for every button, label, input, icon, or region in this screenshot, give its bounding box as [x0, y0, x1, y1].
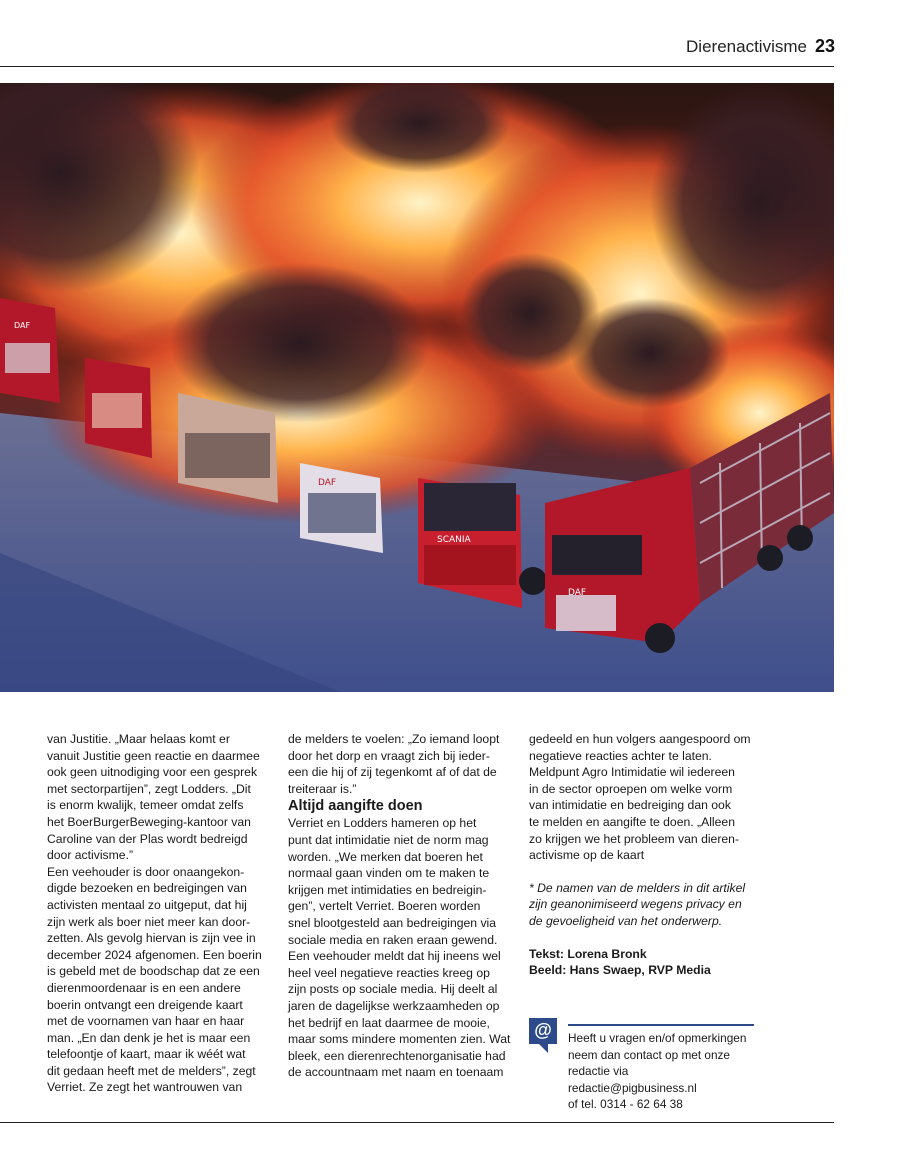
truck-2: [85, 358, 152, 458]
text-line: de melders te voelen: „Zo iemand loopt: [288, 732, 500, 746]
col2-paragraph: [288, 815, 512, 1081]
truck-4: [300, 463, 383, 553]
text-line: door activisme.”: [47, 848, 134, 863]
article-column-3: [529, 731, 755, 979]
text-line: in de sector oproepen om welke vorm: [529, 781, 733, 796]
burning-trucks-illustration: [0, 83, 834, 692]
text-line: van intimidatie en bedreiging dan ook: [529, 798, 731, 813]
truck-1: [0, 298, 60, 403]
credit-text: Tekst: Lorena Bronk: [529, 946, 647, 961]
text-line: activisten mentaal zo uitgeput, dat hij: [47, 897, 247, 912]
text-line: Verriet. Ze zegt het wantrouwen van: [47, 1080, 243, 1095]
text-line: treiteraar is.”: [288, 781, 357, 796]
article-column-1: [47, 731, 269, 1096]
text-line: jaren de dagelijkse werkzaamheden op: [288, 998, 500, 1013]
col3-paragraph: [529, 731, 755, 864]
text-line: is gebeld met de boodschap dat ze een: [47, 964, 260, 979]
contact-text: [568, 1030, 758, 1113]
text-line: door het dorp en vraagt zich bij ieder-: [288, 748, 490, 763]
col1-paragraph: [47, 731, 269, 1096]
text-line: zo krijgen we het probleem van dieren-: [529, 831, 740, 846]
text-line: Een veehouder meldt dat hij ineens wel: [288, 949, 501, 964]
text-line: gen”, vertelt Verriet. Boeren worden: [288, 899, 481, 914]
subheading: Altijd aangifte doen: [288, 798, 423, 815]
text-line: december 2024 afgenomen. Een boerin: [47, 947, 262, 962]
text-line: boerin ontvangt een dreigende kaart: [47, 997, 243, 1012]
text-line: gedeeld en hun volgers aangespoord om: [529, 732, 751, 746]
text-line: heel veel negatieve reacties kreeg op: [288, 965, 490, 980]
text-line: met de voornamen van haar en haar: [47, 1014, 245, 1029]
text-line: de gevoeligheid van het onderwerp.: [529, 913, 723, 928]
text-line: activisme op de kaart: [529, 848, 645, 863]
text-line: krijgen met intimidaties en bedreigin-: [288, 882, 487, 897]
text-line: Caroline van der Plas wordt bedreigd: [47, 831, 248, 846]
article-column-2: [288, 731, 512, 1081]
anonymity-note: [529, 880, 755, 930]
truck-badge: DAF: [14, 321, 31, 330]
text-line: zetten. Als gevolg hiervan is zijn vee in: [47, 931, 256, 946]
header-rule: [0, 66, 834, 67]
at-sign-icon: @: [529, 1018, 557, 1044]
col2-paragraph: [288, 731, 512, 797]
truck-badge: SCANIA: [437, 535, 471, 545]
text-line: negatieve reacties achter te laten.: [529, 748, 712, 763]
text-line: is enorm kwalijk, temeer omdat zelfs: [47, 798, 244, 813]
text-line: digde bezoeken en bedreigingen van: [47, 881, 247, 896]
text-line: Meldpunt Agro Intimidatie wil iedereen: [529, 765, 735, 780]
contact-phone[interactable]: of tel. 0314 - 62 64 38: [568, 1097, 683, 1112]
text-line: punt dat intimidatie niet de norm mag: [288, 832, 489, 847]
text-line: zijn geanonimiseerd wegens privacy en: [529, 897, 742, 912]
contact-rule: [568, 1024, 754, 1026]
text-line: vanuit Justitie geen reactie en daarmee: [47, 748, 260, 763]
text-line: Heeft u vragen en/of opmerkingen: [568, 1031, 747, 1045]
text-line: snel blootgesteld aan bedreigingen via: [288, 915, 497, 930]
text-line: te melden en aangifte te doen. „Alleen: [529, 814, 735, 829]
text-line: een die hij of zij tegenkomt af of dat de: [288, 765, 497, 780]
text-line: van Justitie. „Maar helaas komt er: [47, 732, 230, 746]
speech-tail: [539, 1044, 548, 1053]
text-line: ook geen uitnodiging voor een gesprek: [47, 765, 258, 780]
credits: [529, 946, 755, 979]
text-line: het bedrijf en laat daarmee de mooie,: [288, 1015, 490, 1030]
text-line: telefoontje of kaart, maar ik wéét wat: [47, 1047, 246, 1062]
hero-photo: [0, 83, 834, 692]
text-line: sociale media en raken eraan gewend.: [288, 932, 498, 947]
text-line: dit gedaan heeft met de melders”, zegt: [47, 1063, 256, 1078]
text-line: zijn werk als boer niet meer kan door-: [47, 914, 251, 929]
text-line: met sectorpartijen”, zegt Lodders. „Dit: [47, 781, 251, 796]
text-line: Een veehouder is door onaangekon-: [47, 864, 245, 879]
text-line: neem dan contact op met onze: [568, 1047, 730, 1062]
text-line: het BoerBurgerBeweging-kantoor van: [47, 814, 251, 829]
contact-email[interactable]: redactie via redactie@pigbusiness.nl: [568, 1064, 697, 1095]
section-title: Dierenactivisme: [686, 37, 807, 56]
truck-badge: DAF: [318, 478, 337, 488]
page-number: 23: [814, 36, 835, 56]
footer-rule: [0, 1122, 834, 1123]
text-line: zijn posts op sociale media. Hij deelt al: [288, 982, 498, 997]
text-line: worden. „We merken dat boeren het: [288, 849, 483, 864]
text-line: maar soms mindere momenten zien. Wat: [288, 1032, 511, 1047]
text-line: * De namen van de melders in dit artikel: [529, 880, 746, 895]
credit-photo: Beeld: Hans Swaep, RVP Media: [529, 963, 711, 978]
text-line: dierenmoordenaar is en een andere: [47, 980, 241, 995]
text-line: bleek, een dierenrechtenorganisatie had: [288, 1048, 506, 1063]
text-line: man. „En dan denk je het is maar een: [47, 1030, 251, 1045]
running-header: [686, 36, 835, 62]
text-line: Verriet en Lodders hameren op het: [288, 816, 477, 831]
contact-box: [529, 1017, 755, 1112]
truck-badge: DAF: [568, 588, 587, 598]
text-line: normaal gaan vinden om te maken te: [288, 866, 490, 881]
text-line: de accountnaam met naam en toenaam: [288, 1065, 504, 1080]
